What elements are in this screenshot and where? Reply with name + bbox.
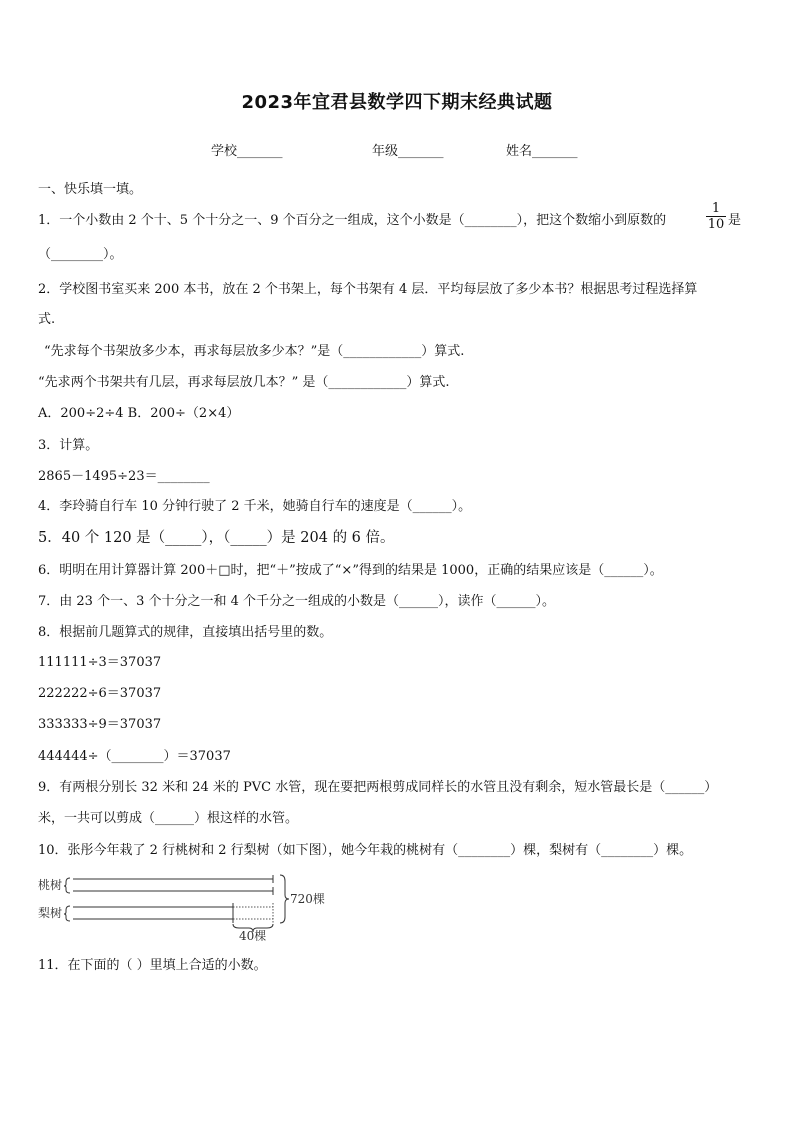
question-9: 9．有两根分别长 32 米和 24 米的 PVC 水管，现在要把两根剪成同样长的水管且没有剩余，短水管最长是（______）: [38, 780, 718, 795]
question-1: 1．一个小数由 2 个十、5 个十分之一、9 个百分之一组成，这个小数是（________），把这个数缩小到原数的: [38, 213, 667, 228]
difference-label: 40棵: [239, 929, 267, 941]
tree-line-diagram: [38, 871, 338, 941]
fraction-numerator: 1: [711, 201, 721, 216]
pear-label: 梨树: [38, 906, 63, 920]
question-9-line2: 米，一共可以剪成（______）根这样的水管。: [38, 811, 299, 826]
question-2-line4: “先求两个书架共有几层，再求每层放几本？” 是（____________）算式.: [38, 375, 450, 390]
question-1-suffix: 是: [728, 213, 742, 228]
pear-brace: [64, 906, 70, 921]
question-2-options: A．200÷2÷4 B．200÷（2×4）: [38, 406, 240, 421]
question-1-line2: （________）。: [38, 247, 123, 262]
question-3-expression: 2865－1495÷23＝________: [38, 469, 210, 484]
equation-2: 222222÷6＝37037: [38, 686, 162, 701]
grade-field: 年级_______: [372, 144, 444, 159]
name-field: 姓名_______: [506, 144, 578, 159]
question-10: 10．张彤今年栽了 2 行桃树和 2 行梨树（如下图），她今年栽的桃树有（________）棵，梨树有（________）棵。: [38, 843, 693, 858]
question-5: 5．40 个 120 是（_____），（_____）是 204 的 6 倍。: [38, 530, 395, 546]
total-brace: [280, 875, 289, 923]
question-11: 11．在下面的（ ）里填上合适的小数。: [38, 958, 267, 973]
question-4: 4．李玲骑自行车 10 分钟行驶了 2 千米，她骑自行车的速度是（______）。: [38, 499, 472, 514]
peach-brace: [64, 878, 70, 893]
question-6: 6．明明在用计算器计算 200＋□时，把“＋”按成了“×”得到的结果是 1000，正确的结果应该是（______）。: [38, 563, 663, 578]
peach-label: 桃树: [38, 878, 63, 892]
school-field: 学校_______: [211, 144, 283, 159]
question-2: 2．学校图书室买来 200 本书，放在 2 个书架上，每个书架有 4 层．平均每层放了多少本书？根据思考过程选择算: [38, 282, 698, 297]
page-title: 2023年宜君县数学四下期末经典试题: [241, 92, 553, 113]
question-8: 8．根据前几题算式的规律，直接填出括号里的数。: [38, 625, 333, 640]
question-3: 3．计算。: [38, 438, 99, 453]
fraction-denominator: 10: [707, 217, 725, 232]
section-heading: 一、快乐填一填。: [38, 182, 143, 197]
total-label: 720棵: [290, 892, 325, 906]
question-7: 7．由 23 个一、3 个十分之一和 4 个千分之一组成的小数是（______），读作（______）。: [38, 594, 556, 609]
equation-4: 444444÷（________）＝37037: [38, 749, 231, 764]
fraction-one-tenth: [706, 201, 726, 232]
question-2-line2: 式.: [38, 312, 56, 327]
question-2-line3: “先求每个书架放多少本，再求每层放多少本？”是（____________）算式.: [44, 344, 465, 359]
equation-3: 333333÷9＝37037: [38, 717, 162, 732]
equation-1: 111111÷3＝37037: [38, 655, 162, 670]
